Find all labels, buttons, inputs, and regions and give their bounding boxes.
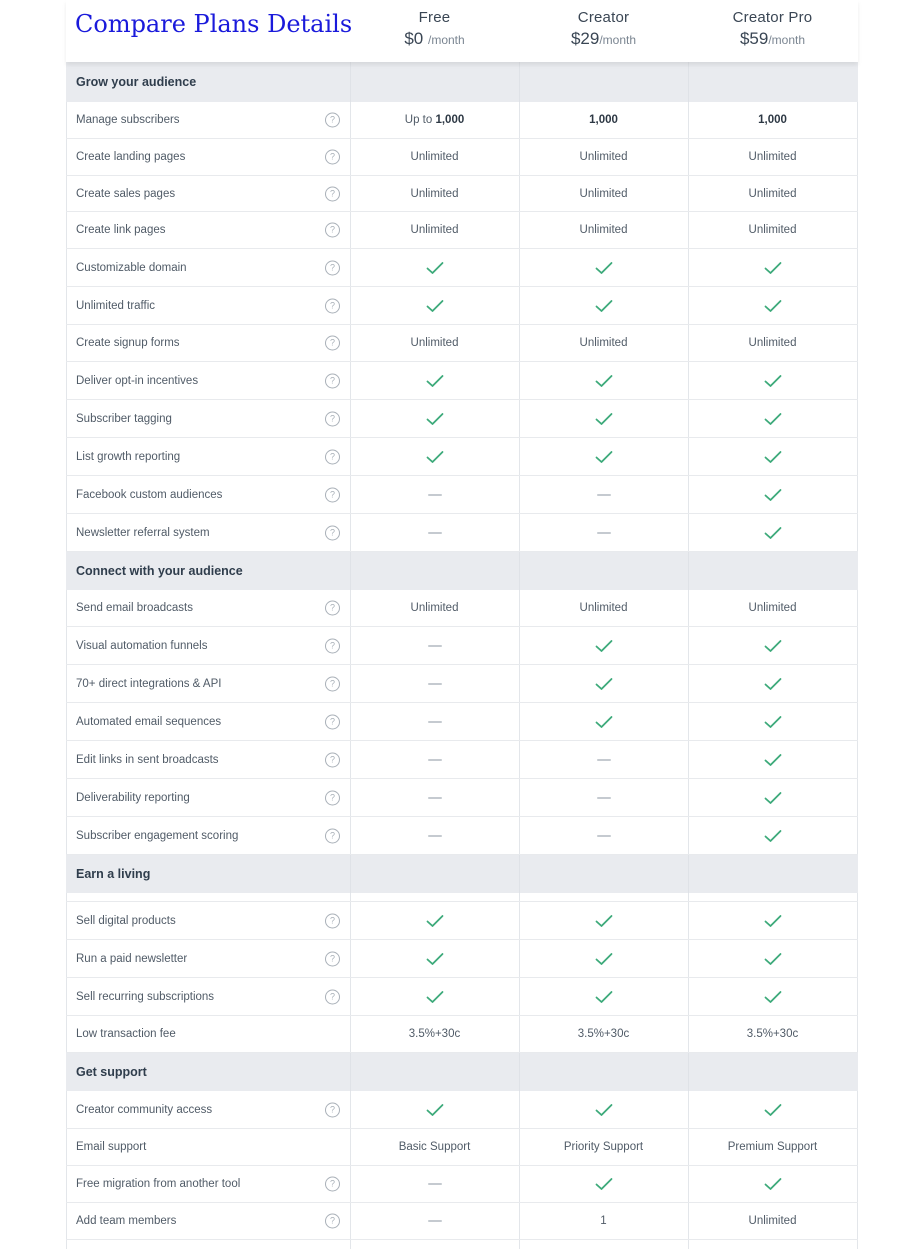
plan-value-cell — [350, 779, 519, 816]
plan-value: 3.5%+30c — [746, 1028, 799, 1040]
plan-value-cell — [688, 212, 857, 248]
section-label: Earn a living — [76, 867, 151, 881]
feature-label: Add team members — [76, 1215, 177, 1227]
feature-row — [66, 325, 858, 362]
feature-row — [66, 476, 858, 514]
dash-icon — [428, 721, 442, 723]
plan-value-cell — [350, 212, 519, 248]
feature-label: Send email broadcasts — [76, 602, 193, 614]
help-icon[interactable]: ? — [325, 150, 340, 165]
feature-rows — [66, 62, 858, 1240]
plan-value-cell — [519, 212, 688, 248]
plan-value-cell — [519, 139, 688, 175]
check-icon — [426, 1103, 444, 1117]
plan-value: Unlimited — [748, 1215, 797, 1227]
section-divider — [519, 855, 520, 893]
plan-value-cell — [519, 476, 688, 513]
feature-row — [66, 779, 858, 817]
plan-value-cell — [350, 817, 519, 854]
plan-value: 3.5%+30c — [577, 1028, 630, 1040]
help-icon[interactable]: ? — [325, 373, 340, 388]
check-icon — [764, 914, 782, 928]
plan-value-cell — [519, 325, 688, 361]
check-icon — [595, 1103, 613, 1117]
feature-label: Automated email sequences — [76, 715, 222, 728]
section-divider — [519, 62, 520, 102]
feature-row — [66, 400, 858, 438]
help-icon[interactable]: ? — [325, 1214, 340, 1229]
section-header — [66, 62, 858, 102]
check-icon — [764, 526, 782, 540]
plan-value-cell — [688, 817, 857, 854]
feature-row — [66, 902, 858, 940]
plan-value-cell — [519, 514, 688, 551]
plan-value-cell — [688, 1091, 857, 1128]
help-icon[interactable]: ? — [325, 223, 340, 238]
section-divider — [688, 855, 689, 893]
check-icon — [764, 753, 782, 767]
plan-value-cell — [350, 627, 519, 664]
section-divider — [350, 1053, 351, 1091]
plan-value-cell — [688, 139, 857, 175]
plan-value: Unlimited — [410, 187, 459, 200]
help-icon[interactable]: ? — [325, 601, 340, 616]
plan-value-cell — [519, 703, 688, 740]
check-icon — [595, 1177, 613, 1191]
plan-value-cell — [519, 1129, 688, 1165]
plan-free-header — [350, 9, 519, 49]
check-icon — [764, 1177, 782, 1191]
help-icon[interactable]: ? — [325, 336, 340, 351]
plan-value-cell — [519, 400, 688, 437]
check-icon — [764, 829, 782, 843]
plan-value: Unlimited — [579, 187, 628, 200]
plan-value-cell — [519, 1203, 688, 1239]
help-icon[interactable]: ? — [325, 790, 340, 805]
feature-row — [66, 817, 858, 855]
feature-row — [66, 139, 858, 176]
help-icon[interactable]: ? — [325, 186, 340, 201]
feature-row — [66, 1203, 858, 1240]
check-icon — [764, 488, 782, 502]
section-divider — [519, 552, 520, 590]
plan-value-cell — [350, 514, 519, 551]
plan-value: Unlimited — [748, 187, 797, 200]
feature-row — [66, 212, 858, 249]
check-icon — [595, 261, 613, 275]
feature-label: 70+ direct integrations & API — [76, 677, 222, 690]
plan-value: Unlimited — [410, 224, 459, 236]
plan-value: Unlimited — [748, 151, 797, 163]
plan-value-cell — [519, 176, 688, 211]
plan-value-cell — [519, 779, 688, 816]
feature-label: Sell recurring subscriptions — [76, 990, 215, 1003]
plan-value-cell — [350, 1091, 519, 1128]
check-icon — [595, 952, 613, 966]
feature-label: Deliverability reporting — [76, 791, 190, 804]
plan-value-cell — [519, 978, 688, 1015]
plan-value: Unlimited — [579, 224, 628, 236]
plan-value-cell — [688, 476, 857, 513]
feature-row — [66, 514, 858, 552]
plan-name: Free — [418, 9, 451, 26]
plan-value-cell — [350, 102, 519, 138]
feature-row — [66, 1091, 858, 1129]
dash-icon — [597, 532, 611, 534]
plan-value-cell — [688, 940, 857, 977]
plan-value: 3.5%+30c — [408, 1028, 461, 1040]
plan-price: $59/month — [739, 29, 806, 48]
plan-name: Creator — [577, 9, 630, 26]
help-icon[interactable]: ? — [325, 676, 340, 691]
feature-row — [66, 362, 858, 400]
help-icon[interactable]: ? — [325, 449, 340, 464]
plan-value-cell — [519, 1166, 688, 1202]
plan-value-cell — [350, 741, 519, 778]
plan-value-cell — [519, 665, 688, 702]
section-spacer — [66, 893, 858, 902]
plan-value: Priority Support — [563, 1141, 644, 1153]
plan-price: $0 /month — [404, 29, 465, 48]
help-icon[interactable]: ? — [325, 828, 340, 843]
feature-row — [66, 249, 858, 287]
dash-icon — [428, 683, 442, 685]
check-icon — [426, 914, 444, 928]
plan-value-cell — [688, 1203, 857, 1239]
help-icon[interactable]: ? — [325, 752, 340, 767]
check-icon — [595, 299, 613, 313]
check-icon — [764, 450, 782, 464]
plan-value-cell — [519, 438, 688, 475]
feature-label: Free migration from another tool — [76, 1178, 241, 1190]
plan-value-cell — [350, 978, 519, 1015]
check-icon — [426, 952, 444, 966]
plan-value: Unlimited — [748, 224, 797, 236]
dash-icon — [428, 797, 442, 799]
check-icon — [595, 677, 613, 691]
check-icon — [764, 791, 782, 805]
plan-value-cell — [688, 1016, 857, 1052]
plan-value-cell — [688, 1129, 857, 1165]
check-icon — [764, 990, 782, 1004]
feature-label: Edit links in sent broadcasts — [76, 753, 219, 766]
plan-value-cell — [350, 1129, 519, 1165]
help-icon[interactable]: ? — [325, 113, 340, 128]
plan-value-cell — [688, 779, 857, 816]
plan-value-cell — [350, 139, 519, 175]
section-label: Connect with your audience — [76, 564, 243, 578]
feature-row — [66, 1166, 858, 1203]
check-icon — [426, 412, 444, 426]
plan-value-cell — [519, 590, 688, 626]
plan-value-cell — [350, 1166, 519, 1202]
feature-row — [66, 741, 858, 779]
plan-value: Unlimited — [579, 602, 628, 614]
section-divider — [350, 552, 351, 590]
plan-value-cell — [350, 590, 519, 626]
feature-label: Manage subscribers — [76, 114, 180, 126]
plan-value-cell — [519, 1016, 688, 1052]
check-icon — [426, 450, 444, 464]
plan-value-cell — [688, 703, 857, 740]
plan-value-cell — [519, 902, 688, 939]
feature-label: Email support — [76, 1141, 147, 1153]
plans-header — [66, 0, 858, 62]
feature-label: Subscriber engagement scoring — [76, 829, 239, 842]
feature-label: Unlimited traffic — [76, 299, 156, 312]
plan-value-cell — [350, 287, 519, 324]
feature-label: List growth reporting — [76, 450, 181, 463]
plan-value-cell — [688, 627, 857, 664]
plan-value-cell — [350, 400, 519, 437]
check-icon — [426, 374, 444, 388]
feature-label: Facebook custom audiences — [76, 488, 223, 501]
section-divider — [688, 552, 689, 590]
plan-value-cell — [350, 249, 519, 286]
help-icon[interactable]: ? — [325, 487, 340, 502]
plan-value: Unlimited — [579, 151, 628, 163]
plan-value-cell — [688, 665, 857, 702]
plan-name: Creator Pro — [732, 9, 813, 26]
plan-value-cell — [350, 1016, 519, 1052]
plan-value-cell — [688, 362, 857, 399]
check-icon — [764, 261, 782, 275]
check-icon — [595, 990, 613, 1004]
plan-value-cell — [519, 741, 688, 778]
dash-icon — [428, 759, 442, 761]
plan-value-cell — [688, 400, 857, 437]
plan-value-cell — [350, 665, 519, 702]
plan-value-cell — [519, 940, 688, 977]
help-icon[interactable]: ? — [325, 525, 340, 540]
plan-value-cell — [350, 703, 519, 740]
plan-value-cell — [688, 102, 857, 138]
plan-value-cell — [688, 902, 857, 939]
plan-value-cell — [350, 476, 519, 513]
feature-label: Run a paid newsletter — [76, 952, 188, 965]
feature-label: Creator community access — [76, 1103, 213, 1116]
plan-value: Unlimited — [579, 337, 628, 349]
feature-label: Create signup forms — [76, 337, 180, 349]
plan-value-cell — [519, 249, 688, 286]
feature-row — [66, 703, 858, 741]
dash-icon — [428, 645, 442, 647]
dash-icon — [597, 835, 611, 837]
plan-value-cell — [350, 940, 519, 977]
plan-price: $29/month — [570, 29, 637, 48]
check-icon — [595, 715, 613, 729]
help-icon[interactable]: ? — [325, 1102, 340, 1117]
feature-row — [66, 287, 858, 325]
plan-creator-header — [519, 9, 688, 49]
feature-label: Create sales pages — [76, 187, 176, 200]
plan-value: Unlimited — [748, 602, 797, 614]
plan-value: 1,000 — [589, 114, 618, 126]
check-icon — [764, 715, 782, 729]
help-icon[interactable]: ? — [325, 951, 340, 966]
plan-value: Unlimited — [410, 337, 459, 349]
check-icon — [426, 261, 444, 275]
plan-value-cell — [688, 590, 857, 626]
dash-icon — [428, 494, 442, 496]
check-icon — [764, 1103, 782, 1117]
dash-icon — [428, 1183, 442, 1185]
feature-row — [66, 1129, 858, 1166]
check-icon — [764, 299, 782, 313]
section-divider — [519, 1053, 520, 1091]
plan-value-cell — [350, 325, 519, 361]
plan-value-cell — [688, 249, 857, 286]
feature-row — [66, 590, 858, 627]
dash-icon — [597, 494, 611, 496]
section-header — [66, 855, 858, 893]
plan-value: 1 — [600, 1215, 607, 1227]
feature-row — [66, 665, 858, 703]
plan-value: Basic Support — [398, 1141, 471, 1153]
feature-row — [66, 176, 858, 212]
check-icon — [595, 450, 613, 464]
check-icon — [595, 412, 613, 426]
plan-value-cell — [350, 176, 519, 211]
plan-value-cell — [519, 287, 688, 324]
help-icon[interactable]: ? — [325, 913, 340, 928]
page-title: Compare Plans Details — [75, 10, 353, 38]
feature-label: Visual automation funnels — [76, 639, 208, 652]
check-icon — [764, 374, 782, 388]
plan-value-cell — [350, 902, 519, 939]
feature-label: Create landing pages — [76, 151, 186, 163]
help-icon[interactable]: ? — [325, 714, 340, 729]
plan-value-cell — [519, 362, 688, 399]
feature-label: Create link pages — [76, 224, 166, 236]
feature-label: Sell digital products — [76, 914, 176, 927]
dash-icon — [428, 1220, 442, 1222]
feature-label: Low transaction fee — [76, 1028, 176, 1040]
plan-value-cell — [688, 287, 857, 324]
section-label: Grow your audience — [76, 75, 197, 89]
section-divider — [350, 855, 351, 893]
section-divider — [688, 1053, 689, 1091]
dash-icon — [597, 797, 611, 799]
check-icon — [764, 412, 782, 426]
plan-value-cell — [688, 325, 857, 361]
feature-row — [66, 102, 858, 139]
check-icon — [764, 952, 782, 966]
plan-value: Unlimited — [748, 337, 797, 349]
compare-plans-table — [66, 0, 858, 1249]
section-divider — [688, 62, 689, 102]
help-icon[interactable]: ? — [325, 260, 340, 275]
feature-label: Newsletter referral system — [76, 526, 210, 539]
plan-value-cell — [688, 741, 857, 778]
plan-value-cell — [350, 438, 519, 475]
help-icon[interactable]: ? — [325, 411, 340, 426]
check-icon — [426, 299, 444, 313]
plan-value: Unlimited — [410, 151, 459, 163]
check-icon — [764, 639, 782, 653]
dash-icon — [428, 532, 442, 534]
plan-creator-pro-header — [688, 9, 857, 49]
section-header — [66, 552, 858, 590]
plan-value-cell — [688, 438, 857, 475]
feature-row — [66, 940, 858, 978]
dash-icon — [597, 759, 611, 761]
help-icon[interactable]: ? — [325, 298, 340, 313]
check-icon — [426, 990, 444, 1004]
plan-value-cell — [350, 362, 519, 399]
feature-label: Deliver opt-in incentives — [76, 374, 199, 387]
help-icon[interactable]: ? — [325, 638, 340, 653]
feature-row — [66, 1016, 858, 1053]
plan-value-cell — [519, 817, 688, 854]
plan-value: Up to 1,000 — [404, 114, 465, 126]
section-label: Get support — [76, 1065, 147, 1079]
help-icon[interactable]: ? — [325, 989, 340, 1004]
dash-icon — [428, 835, 442, 837]
plan-value-cell — [688, 978, 857, 1015]
plan-value: Premium Support — [727, 1141, 818, 1153]
plan-value-cell — [350, 1203, 519, 1239]
feature-row — [66, 627, 858, 665]
check-icon — [595, 914, 613, 928]
plan-value-cell — [519, 1091, 688, 1128]
section-divider — [350, 62, 351, 102]
plan-value: Unlimited — [410, 602, 459, 614]
feature-label: Subscriber tagging — [76, 412, 172, 425]
check-icon — [595, 639, 613, 653]
section-header — [66, 1053, 858, 1091]
help-icon[interactable]: ? — [325, 1177, 340, 1192]
check-icon — [595, 374, 613, 388]
feature-row — [66, 438, 858, 476]
plan-value-cell — [519, 102, 688, 138]
check-icon — [764, 677, 782, 691]
feature-row — [66, 978, 858, 1016]
plan-value-cell — [519, 627, 688, 664]
plan-value-cell — [688, 176, 857, 211]
feature-label: Customizable domain — [76, 261, 187, 274]
plan-value-cell — [688, 1166, 857, 1202]
plan-value: 1,000 — [758, 114, 787, 126]
plan-value-cell — [688, 514, 857, 551]
